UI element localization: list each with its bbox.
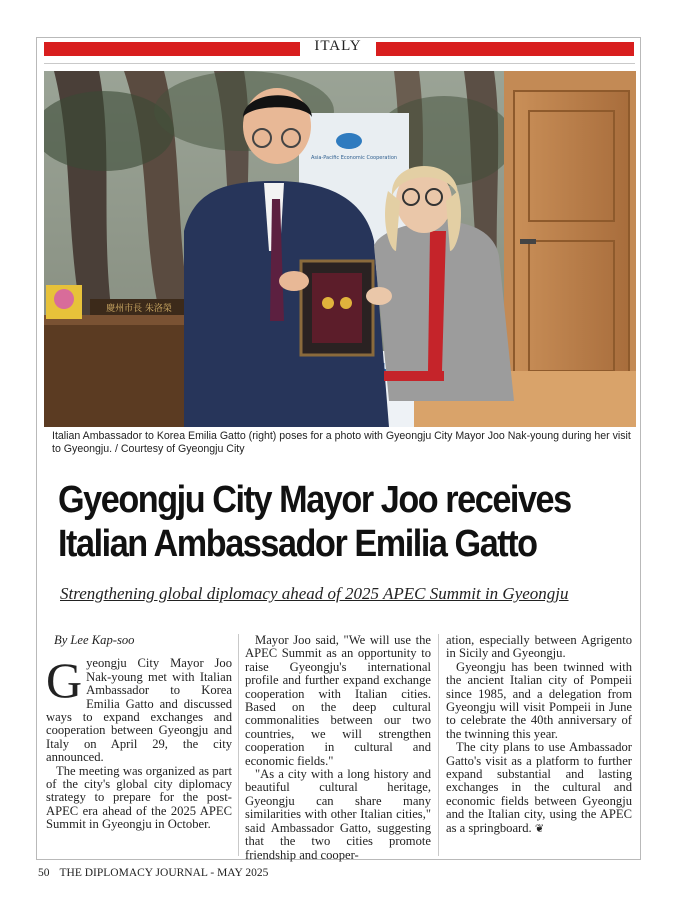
headline [58,478,580,566]
section-bar-right [376,42,634,56]
paragraph: The meeting was organized as part of the city's global city diplomacy strategy to prepare for the post-APEC era ahead of the 2025 APEC Summit in Gyeongju in October. [46,763,232,832]
section-label: ITALY [314,38,362,54]
headline-line-1: Gyeongju City Mayor Joo receives [58,479,571,521]
headline-line-2: Italian Ambassador Emilia Gatto [58,523,537,565]
page-footer [38,867,268,879]
article-column-2 [245,634,431,862]
paragraph: Gyeongju has been twinned with the ancient Italian city of Pompeii since 1985, and a delegation from Gyeongju will visit Pompeii in June to celebrate the 40th anniversary of the twinning this year. [446,659,632,741]
desk-sign-text: 慶州市長 朱洛榮 [106,304,172,314]
photo-caption: Italian Ambassador to Korea Emilia Gatto (right) poses for a photo with Gyeongju City Mayor Joo Nak-young during her visit to Gyeongju. / Courtesy of Gyeongju City [52,430,631,455]
column-divider [438,634,439,856]
paragraph: Mayor Joo said, "We will use the APEC Summit as an opportunity to raise Gyeongju's international profile and further expand exchange cooperation with Italian cities. Based on the deep cultural commonalities between our two countries, we will strengthen cooperation in cultural and economic fields." [245,633,431,768]
paragraph: "As a city with a long history and beautiful cultural heritage, Gyeongju can share many similarities with other Italian cities," said Ambassador Gatto, suggesting that the two cities promote friendship and cooper- [245,767,431,862]
section-rule [44,63,635,64]
byline: By Lee Kap-soo [54,633,135,647]
column-divider [238,634,239,856]
paragraph: The city plans to use Ambassador Gatto's visit as a platform to further expand substantial and lasting exchanges in the cultural and economic fields between Gyeongju and the Italian city, using the APEC as a springboard. ❦ [446,740,632,835]
article-column-3 [446,634,632,836]
article-photo [44,71,636,427]
apec-badge-text: Asia-Pacific Economic Cooperation [310,155,398,161]
page-number: 50 [38,867,50,879]
paragraph: Gyeongju City Mayor Joo Nak-young met with Italian Ambassador to Korea Emilia Gatto and discussed ways to expand exchanges and cooperation between Gyeongju and Italy on April 29, the city announced. [46,652,232,765]
publication-name: THE DIPLOMACY JOURNAL - MAY 2025 [59,867,269,879]
end-mark-icon: ❦ [534,822,545,835]
article-column-1 [46,634,232,832]
section-bar-left [44,42,300,56]
subheadline: Strengthening global diplomacy ahead of 2025 APEC Summit in Gyeongju [60,584,569,603]
drop-cap: G [46,652,83,709]
paragraph: ation, especially between Agrigento in Sicily and Gyeongju. [446,633,632,661]
